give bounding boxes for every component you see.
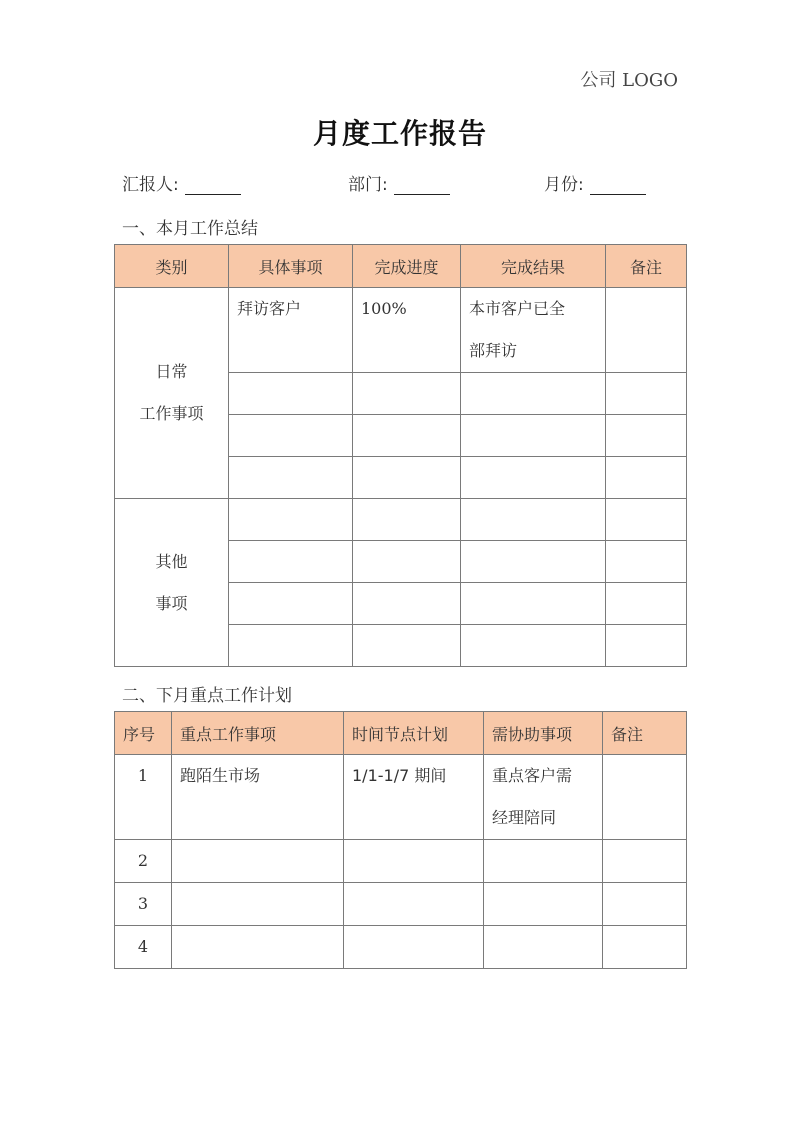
reporter-label: 汇报人: <box>122 175 179 195</box>
reporter-field <box>122 170 241 195</box>
no-cell <box>115 840 172 883</box>
timeline-cell[interactable] <box>344 883 484 926</box>
item-cell[interactable] <box>229 625 353 667</box>
no-cell <box>115 926 172 969</box>
category-line2: 工作事项 <box>139 404 204 423</box>
row-number: 2 <box>137 851 149 870</box>
page-title: 月度工作报告 <box>312 117 487 150</box>
col-header-progress: 完成进度 <box>353 245 461 288</box>
note-cell[interactable] <box>603 926 687 969</box>
col-header-item: 具体事项 <box>229 245 353 288</box>
no-cell <box>115 755 172 840</box>
result-cell[interactable] <box>461 625 606 667</box>
company-logo-text: 公司 LOGO <box>580 70 678 91</box>
col-header-note: 备注 <box>606 245 687 288</box>
month-label: 月份: <box>544 175 584 195</box>
table-header-row <box>115 245 687 288</box>
department-label: 部门: <box>348 175 388 195</box>
progress-cell[interactable] <box>353 288 461 373</box>
table-row <box>115 840 687 883</box>
result-line1: 本市客户已全 <box>469 299 566 318</box>
result-cell[interactable] <box>461 499 606 541</box>
section1-heading: 一、本月工作总结 <box>122 219 258 239</box>
row-number: 1 <box>137 766 149 785</box>
progress-cell[interactable] <box>353 415 461 457</box>
assist-cell[interactable] <box>484 883 603 926</box>
result-cell[interactable] <box>461 541 606 583</box>
result-line2: 部拜访 <box>469 341 518 360</box>
row-number: 3 <box>137 894 149 913</box>
next-month-plan-table <box>114 711 687 969</box>
item-cell[interactable] <box>229 541 353 583</box>
table-header-row <box>115 712 687 755</box>
item-cell[interactable] <box>229 499 353 541</box>
note-cell[interactable] <box>606 415 687 457</box>
assist-cell[interactable] <box>484 840 603 883</box>
task-cell[interactable] <box>172 883 344 926</box>
progress-cell[interactable] <box>353 499 461 541</box>
category-daily-work <box>115 288 229 499</box>
month-field <box>544 170 646 195</box>
note-cell[interactable] <box>606 457 687 499</box>
note-cell[interactable] <box>606 373 687 415</box>
item-text: 拜访客户 <box>237 299 302 318</box>
note-cell[interactable] <box>606 583 687 625</box>
note-cell[interactable] <box>606 625 687 667</box>
timeline-text: 1/1-1/7 期间 <box>352 766 447 785</box>
progress-cell[interactable] <box>353 625 461 667</box>
timeline-cell[interactable] <box>344 840 484 883</box>
assist-line2: 经理陪同 <box>492 808 557 827</box>
task-cell[interactable] <box>172 755 344 840</box>
col-header-assist: 需协助事项 <box>484 712 603 755</box>
col-header-timeline: 时间节点计划 <box>344 712 484 755</box>
row-number: 4 <box>137 937 149 956</box>
assist-cell[interactable] <box>484 755 603 840</box>
assist-line1: 重点客户需 <box>492 766 573 785</box>
table-row <box>115 499 687 541</box>
col-header-task: 重点工作事项 <box>172 712 344 755</box>
progress-text: 100% <box>361 299 407 318</box>
col-header-note: 备注 <box>603 712 687 755</box>
note-cell[interactable] <box>603 840 687 883</box>
col-header-category: 类别 <box>115 245 229 288</box>
timeline-cell[interactable] <box>344 755 484 840</box>
note-cell[interactable] <box>606 499 687 541</box>
monthly-summary-table <box>114 244 687 667</box>
category-other <box>115 499 229 667</box>
no-cell <box>115 883 172 926</box>
note-cell[interactable] <box>606 541 687 583</box>
table-row <box>115 926 687 969</box>
progress-cell[interactable] <box>353 457 461 499</box>
progress-cell[interactable] <box>353 583 461 625</box>
department-blank[interactable] <box>394 176 450 195</box>
assist-cell[interactable] <box>484 926 603 969</box>
item-cell[interactable] <box>229 415 353 457</box>
category-line1: 日常 <box>155 362 188 381</box>
category-line2: 事项 <box>155 593 188 613</box>
item-cell[interactable] <box>229 583 353 625</box>
task-cell[interactable] <box>172 840 344 883</box>
category-line1: 其他 <box>155 551 188 571</box>
item-cell[interactable] <box>229 457 353 499</box>
section2-heading: 二、下月重点工作计划 <box>122 686 292 706</box>
task-cell[interactable] <box>172 926 344 969</box>
note-cell[interactable] <box>603 883 687 926</box>
col-header-result: 完成结果 <box>461 245 606 288</box>
progress-cell[interactable] <box>353 541 461 583</box>
item-cell[interactable] <box>229 288 353 373</box>
department-field <box>348 170 450 195</box>
result-cell[interactable] <box>461 583 606 625</box>
note-cell[interactable] <box>603 755 687 840</box>
table-row <box>115 883 687 926</box>
reporter-blank[interactable] <box>185 176 241 195</box>
result-cell[interactable] <box>461 373 606 415</box>
note-cell[interactable] <box>606 288 687 373</box>
item-cell[interactable] <box>229 373 353 415</box>
progress-cell[interactable] <box>353 373 461 415</box>
result-cell[interactable] <box>461 415 606 457</box>
result-cell[interactable] <box>461 288 606 373</box>
task-text: 跑陌生市场 <box>180 766 261 785</box>
meta-row <box>122 170 662 196</box>
result-cell[interactable] <box>461 457 606 499</box>
month-blank[interactable] <box>590 176 646 195</box>
col-header-no: 序号 <box>115 712 172 755</box>
timeline-cell[interactable] <box>344 926 484 969</box>
